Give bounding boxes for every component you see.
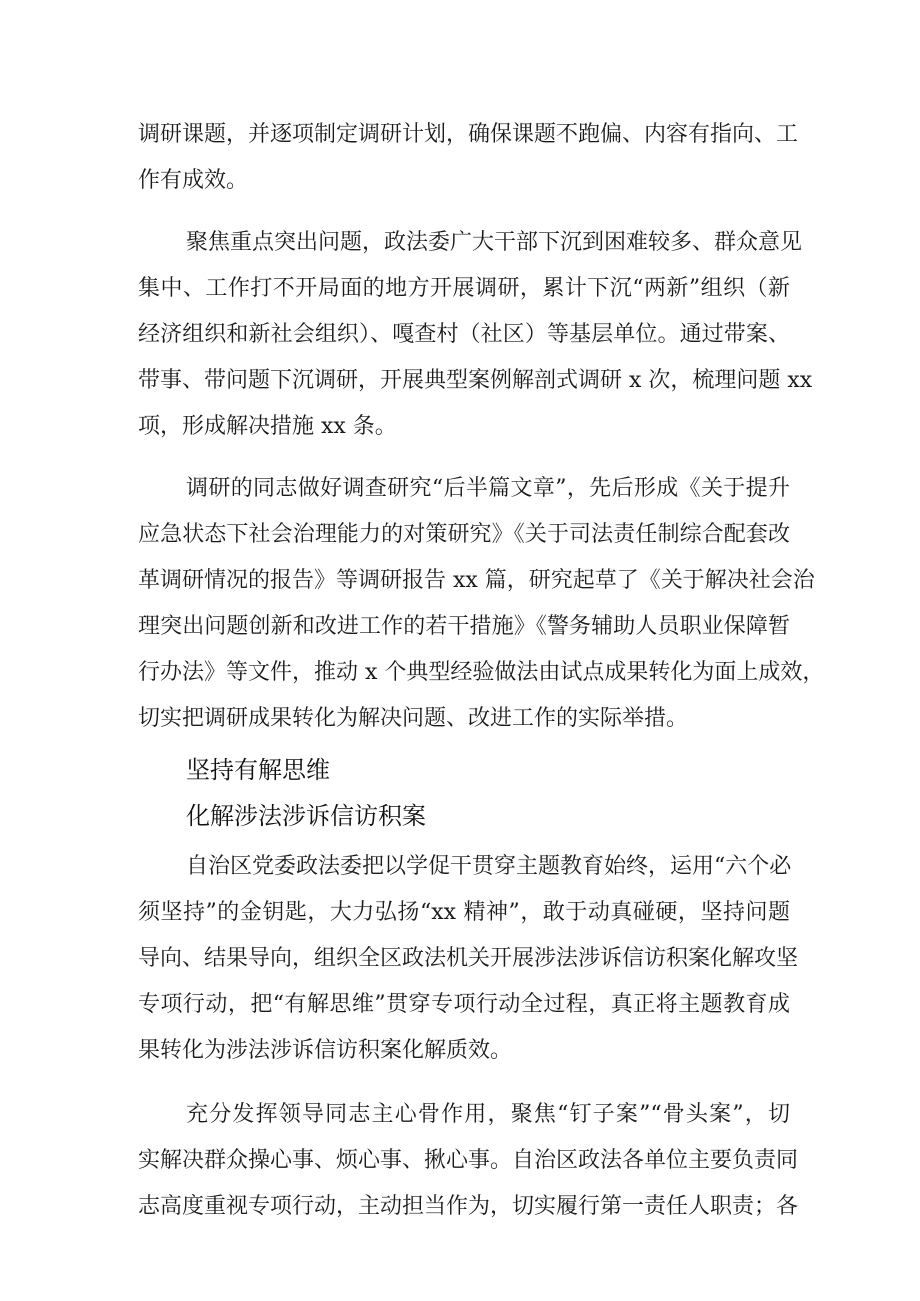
text-line: 自治区党委政法委把以学促干贯穿主题教育始终，运用“六个必: [186, 854, 792, 879]
text-line: 项，形成解决措施 xx 条。: [138, 414, 397, 439]
text-line: 革调研情况的报告》等调研报告 xx 篇，研究起草了《关于解决社会治: [138, 568, 815, 593]
section-subheading: 化解涉法涉诉信访积案: [186, 802, 426, 830]
text-line: 实解决群众操心事、烦心事、揪心事。自治区政法各单位主要负责同: [138, 1148, 799, 1173]
text-line: 聚焦重点突出问题，政法委广大干部下沉到困难较多、群众意见: [186, 230, 803, 255]
text-line: 须坚持”的金钥匙，大力弘扬“xx 精神”，敢于动真碰硬，坚持问题: [138, 900, 790, 925]
text-line: 理突出问题创新和改进工作的若干措施》《警务辅助人员职业保障暂: [138, 614, 790, 639]
text-line: 经济组织和新社会组织）、嘎查村（社区）等基层单位。通过带案、: [138, 322, 790, 347]
text-line: 集中、工作打不开局面的地方开展调研，累计下沉“两新”组织（新: [138, 276, 790, 301]
text-line: 调研的同志做好调查研究“后半篇文章”，先后形成《关于提升: [186, 476, 790, 501]
text-line: 志高度重视专项行动，主动担当作为，切实履行第一责任人职责；各: [138, 1194, 799, 1219]
text-line: 调研课题，并逐项制定调研计划，确保课题不跑偏、内容有指向、工: [138, 122, 799, 147]
text-line: 专项行动，把“有解思维”贯穿专项行动全过程，真正将主题教育成: [138, 992, 790, 1017]
text-line: 果转化为涉法涉诉信访积案化解质效。: [138, 1038, 513, 1063]
text-line: 切实把调研成果转化为解决问题、改进工作的实际举措。: [138, 706, 689, 731]
text-line: 导向、结果导向，组织全区政法机关开展涉法涉诉信访积案化解攻坚: [138, 946, 799, 971]
section-heading: 坚持有解思维: [186, 756, 330, 784]
text-line: 作有成效。: [138, 168, 249, 193]
text-line: 应急状态下社会治理能力的对策研究》《关于司法责任制综合配套改: [138, 522, 790, 547]
text-line: 带事、带问题下沉调研，开展典型案例解剖式调研 x 次，梳理问题 xx: [138, 368, 813, 393]
text-line: 充分发挥领导同志主心骨作用，聚焦“钉子案”“骨头案”，切: [186, 1102, 790, 1127]
text-line: 行办法》等文件，推动 x 个典型经验做法由试点成果转化为面上成效，: [138, 660, 825, 685]
